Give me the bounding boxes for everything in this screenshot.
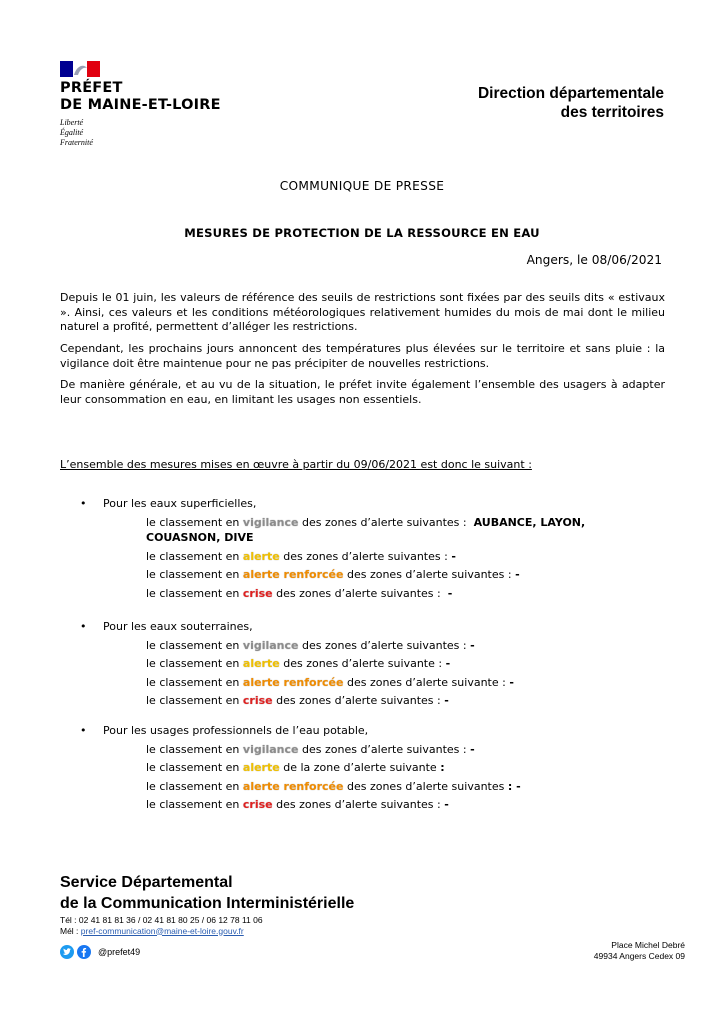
line-suffix: des zones d’alerte suivante :: [346, 675, 506, 689]
level-crise: crise: [242, 798, 273, 811]
direction-line2: des territoires: [560, 104, 664, 121]
line-prefix: le classement en: [146, 549, 240, 563]
prefect-title: [60, 80, 221, 114]
measure-line: [146, 796, 680, 815]
service-line2: de la Communication Interministérielle: [60, 895, 355, 912]
line-prefix: le classement en: [146, 515, 240, 529]
line-prefix: le classement en: [146, 657, 240, 670]
zone-list-continued: COUASNON, DIVE: [146, 531, 254, 544]
level-alerte: alerte: [242, 549, 280, 563]
zone-list: -: [445, 657, 451, 670]
line-prefix: le classement en: [146, 761, 240, 774]
section-title: Pour les eaux superficielles,: [103, 497, 257, 510]
zone-list: -: [470, 638, 475, 652]
document-title: MESURES DE PROTECTION DE LA RESSOURCE EN EAU: [184, 226, 540, 240]
level-alerte: alerte: [242, 761, 280, 774]
section-drinking-water: [60, 722, 680, 815]
bullet: •: [80, 620, 87, 633]
facebook-icon[interactable]: [77, 945, 91, 959]
bullet: •: [80, 497, 87, 510]
email-link[interactable]: pref-communication@maine-et-loire.gouv.fr: [80, 925, 244, 936]
line-suffix: des zones d’alerte suivantes :: [276, 694, 441, 707]
section-surface-water: [60, 495, 680, 603]
measure-line: [146, 674, 680, 693]
zone-list: -: [447, 586, 453, 600]
section-title: Pour les eaux souterraines,: [103, 620, 253, 633]
service-title: [60, 872, 354, 914]
zone-list: :: [440, 761, 445, 774]
line-suffix: de la zone d’alerte suivante: [283, 761, 437, 774]
line-prefix: le classement en: [146, 568, 240, 581]
measure-line: [146, 692, 680, 711]
line-suffix: des zones d’alerte suivantes: [346, 779, 505, 793]
level-alerte-renforcee: alerte renforcée: [242, 779, 344, 793]
line-suffix: des zones d’alerte suivante :: [283, 657, 443, 670]
postal-address: [594, 940, 685, 961]
zone-list: -: [470, 742, 475, 756]
measure-line: [146, 741, 680, 760]
zone-list: : -: [507, 779, 521, 793]
phone-numbers: Tél : 02 41 81 81 36 / 02 41 81 80 25 / 06 12 78 11 06: [60, 915, 263, 925]
line-suffix: des zones d’alerte suivantes :: [276, 798, 441, 811]
line-suffix: des zones d’alerte suivantes :: [283, 549, 448, 563]
level-alerte: alerte: [242, 657, 280, 670]
line-suffix: des zones d’alerte suivantes :: [276, 586, 441, 600]
line-suffix: des zones d’alerte suivantes :: [302, 742, 467, 756]
measure-line: [146, 759, 680, 778]
measure-line: [146, 585, 680, 604]
motto-egalite: Égalité: [60, 128, 84, 137]
level-vigilance: vigilance: [242, 638, 299, 652]
level-crise: crise: [242, 694, 273, 707]
paragraph-1: Depuis le 01 juin, les valeurs de référence des seuils de restrictions sont fixées par des seuils dits « estivaux ». Ainsi, ces valeurs et les conditions météorologiques relativement humides du mois de mai dont le milieu naturel a profité, permettent d’alléger les restrictions.: [60, 291, 665, 333]
zone-list: -: [451, 549, 456, 563]
measure-line: [146, 637, 680, 656]
line-prefix: le classement en: [146, 742, 240, 756]
bullet: •: [80, 724, 87, 737]
measure-line: [146, 548, 680, 567]
line-prefix: le classement en: [146, 586, 240, 600]
section-title: Pour les usages professionnels de l’eau potable,: [103, 724, 369, 737]
zone-list: -: [515, 568, 520, 581]
motto-liberte: Liberté: [60, 118, 84, 127]
level-vigilance: vigilance: [242, 515, 299, 529]
motto-fraternite: Fraternité: [60, 138, 93, 147]
address-line1: Place Michel Debré: [611, 940, 685, 950]
motto: [60, 118, 93, 148]
line-suffix: des zones d’alerte suivantes :: [302, 515, 467, 529]
zone-list: AUBANCE, LAYON,: [473, 515, 586, 529]
measure-line: [146, 655, 680, 674]
social-links: [60, 945, 140, 959]
paragraph-3: De manière générale, et au vu de la situation, le préfet invite également l’ensemble des usagers à adapter leur consommation en eau, en limitant les usages non essentiels.: [60, 378, 665, 406]
prefect-line1: PRÉFET: [60, 80, 123, 96]
address-line2: 49934 Angers Cedex 09: [593, 950, 685, 961]
line-prefix: le classement en: [146, 779, 240, 793]
line-suffix: des zones d’alerte suivantes :: [302, 638, 467, 652]
zone-list: -: [509, 675, 514, 689]
communique-heading: COMMUNIQUE DE PRESSE: [279, 179, 445, 193]
line-prefix: le classement en: [146, 638, 240, 652]
social-handle[interactable]: @prefet49: [98, 947, 141, 957]
zone-list: -: [444, 798, 449, 811]
measure-line: [146, 778, 680, 797]
line-prefix: le classement en: [146, 694, 240, 707]
dateline: Angers, le 08/06/2021: [526, 253, 662, 267]
section-groundwater: [60, 618, 680, 711]
direction-title: [478, 84, 664, 122]
contact-block: [60, 915, 263, 936]
line-prefix: le classement en: [146, 675, 240, 689]
email-line: [60, 926, 263, 937]
service-line1: Service Départemental: [60, 874, 233, 891]
direction-line1: Direction départementale: [477, 85, 664, 102]
level-vigilance: vigilance: [242, 742, 299, 756]
email-label: Mél :: [60, 925, 79, 936]
measures-heading: L’ensemble des mesures mises en œuvre à partir du 09/06/2021 est donc le suivant :: [60, 458, 532, 471]
paragraph-2: Cependant, les prochains jours annoncent des températures plus élevées sur le territoire et sans pluie : la vigilance doit être maintenue pour ne pas précipiter de nouvelles restrictions.: [60, 342, 665, 370]
line-suffix: des zones d’alerte suivantes :: [346, 568, 512, 581]
line-prefix: le classement en: [146, 798, 240, 811]
level-alerte-renforcee: alerte renforcée: [242, 568, 344, 581]
prefect-line2: DE MAINE-ET-LOIRE: [60, 97, 221, 113]
level-alerte-renforcee: alerte renforcée: [242, 675, 344, 689]
twitter-icon[interactable]: [60, 945, 74, 959]
level-crise: crise: [242, 586, 273, 600]
zone-list: -: [444, 694, 449, 707]
marianne-logo: [60, 61, 100, 77]
measure-line: [146, 566, 680, 585]
